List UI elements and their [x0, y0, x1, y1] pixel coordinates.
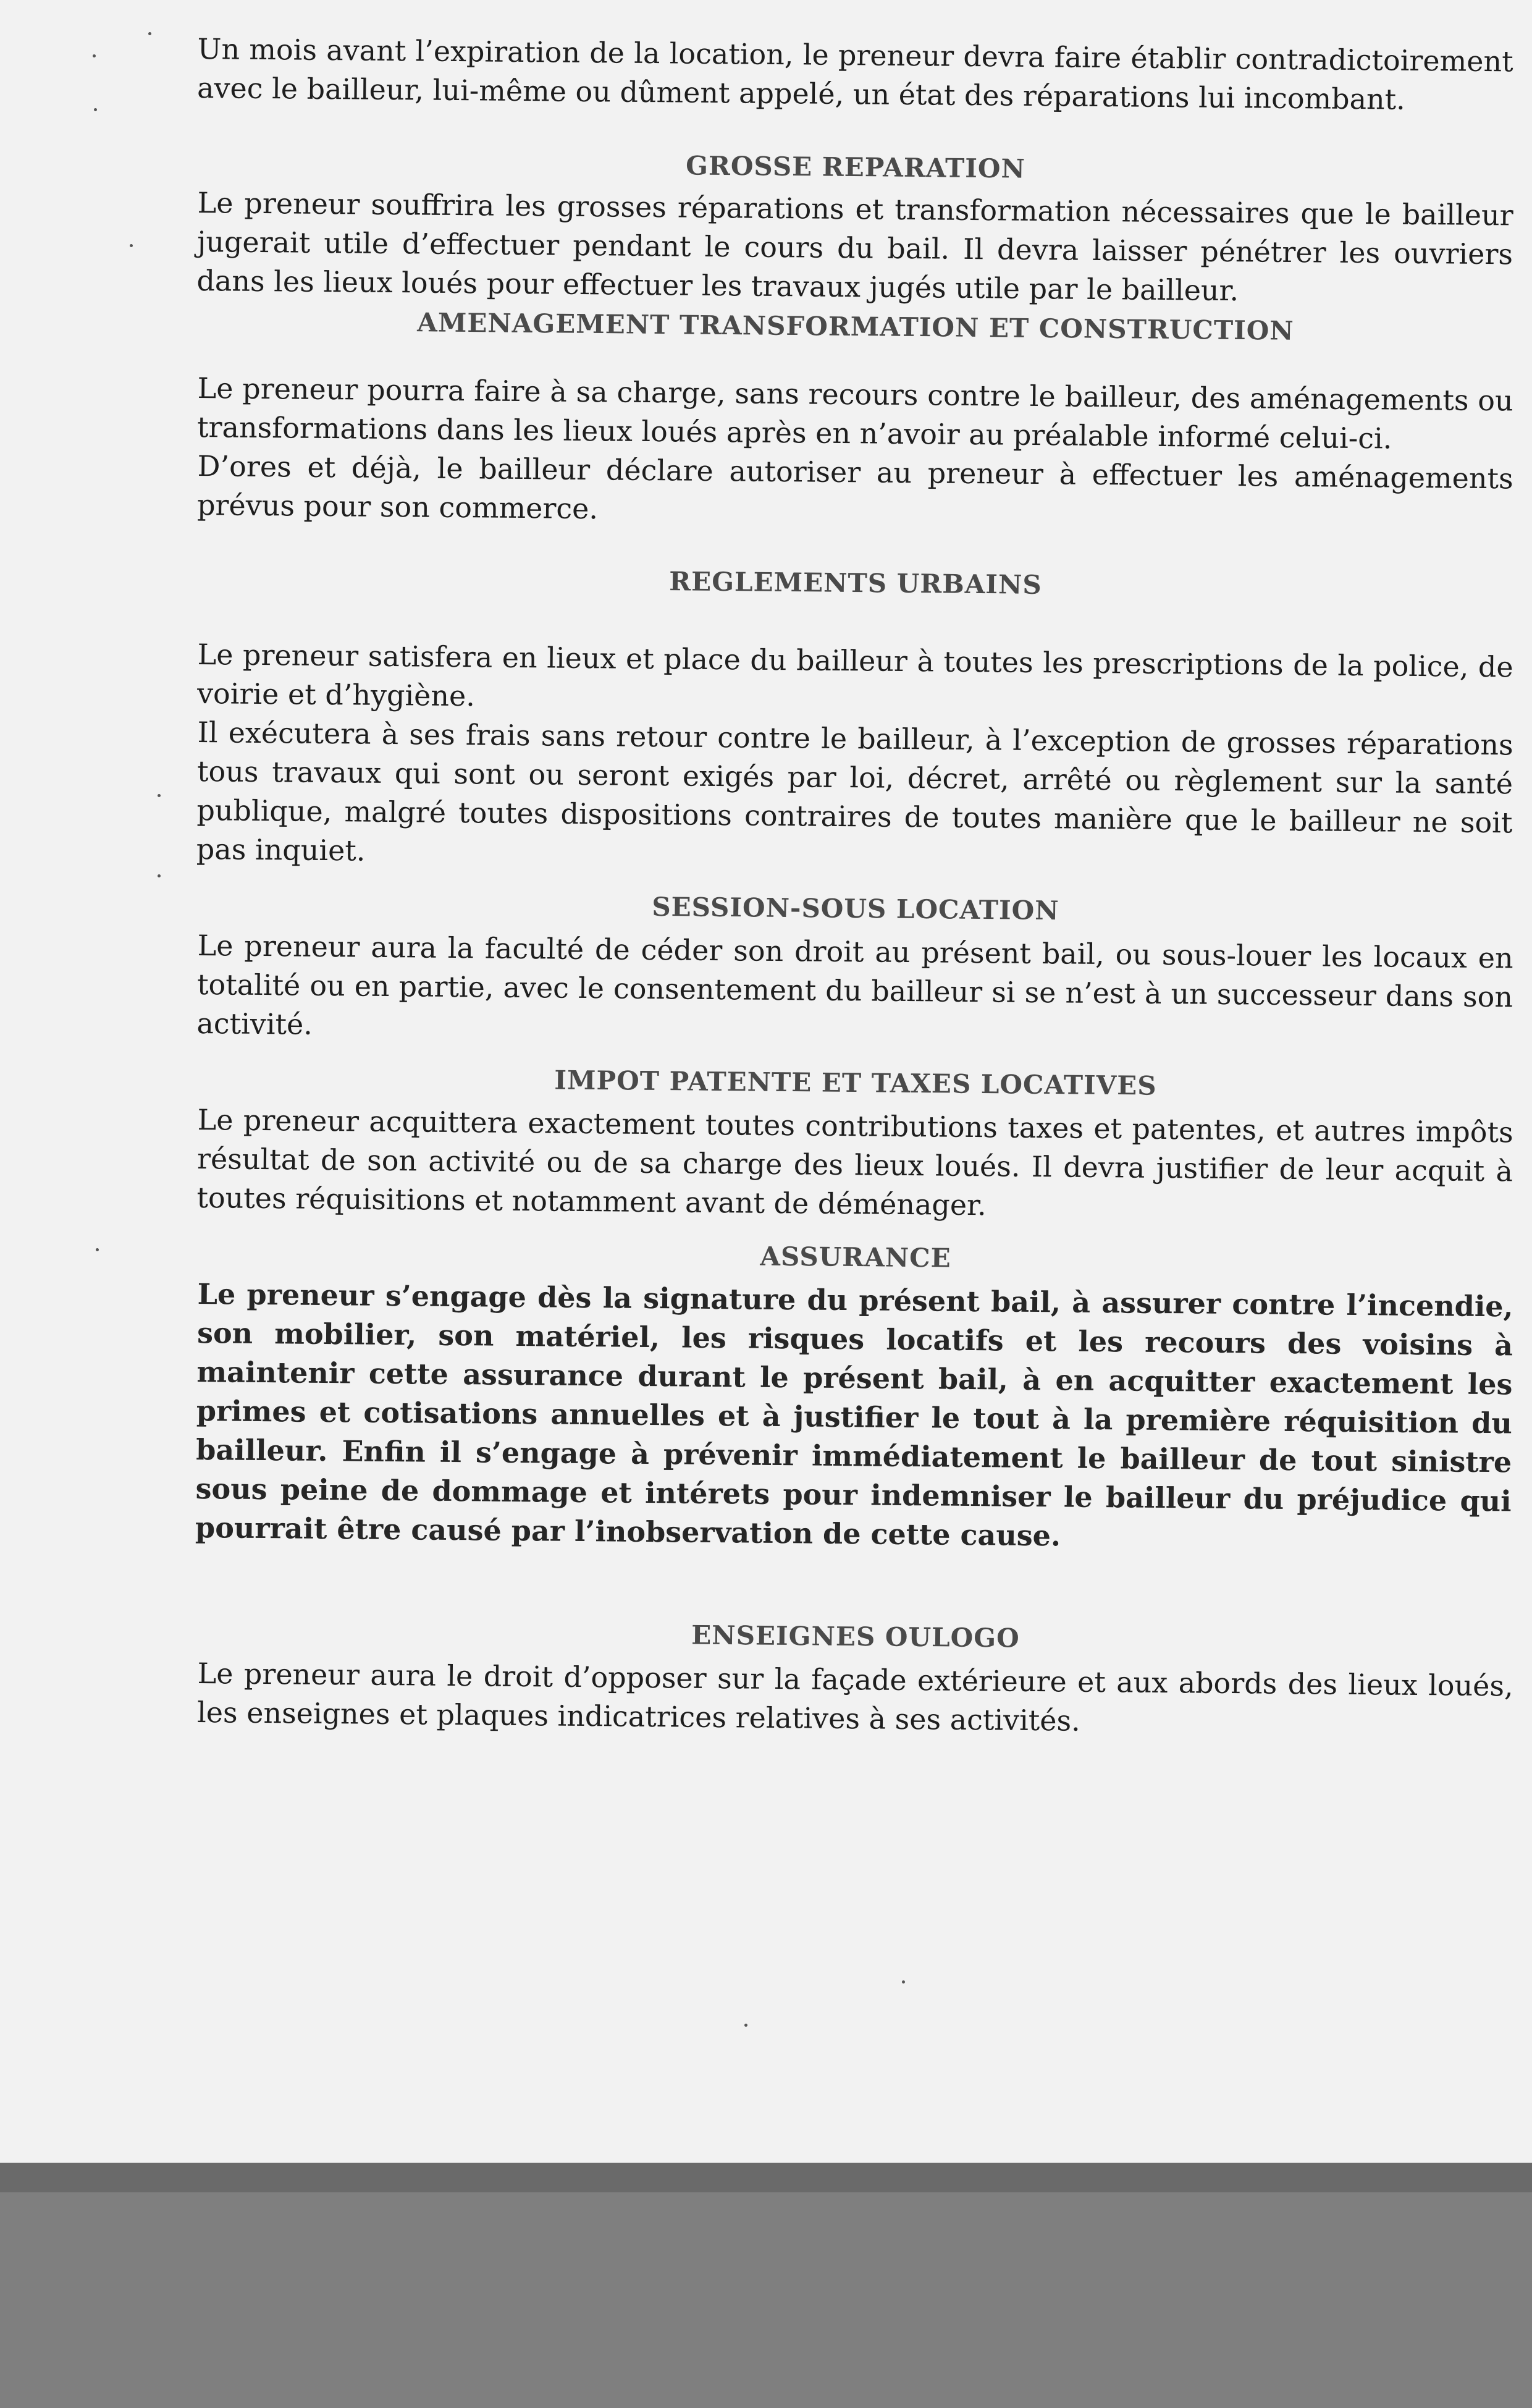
paragraph-assurance: Le preneur s’engage dès la signature du présent bail, à assurer contre l’incendie, son mobilier, son matériel, les risques locatifs et les recours des voisins à maintenir cette assurance durant le présent bail, à en acquitter exactement les primes et cotisations annuelles et à justifier le tout à la première réquisition du bailleur. Enfin il s’engage à prévenir immédiatement le bailleur de tout sinistre sous peine de dommage et intérets pour indemniser le bailleur du préjudice qui pourrait être causé par l’inobservation de cette cause.: [195, 1277, 1513, 1553]
heading-assurance: ASSURANCE: [760, 1241, 951, 1274]
document-body: [195, 30, 1513, 1738]
paragraph-grosse-reparation: Le preneur souffrira les grosses réparations et transformation nécessaires que le bailleur jugerait utile d’effectuer pendant le cours du bail. Il devra laisser pénétrer les ouvriers dans les lieux loués pour effectuer les travaux jugés utile par le bailleur.: [196, 185, 1513, 308]
paragraph-amenagement-2: D’ores et déjà, le bailleur déclare autoriser au preneur à effectuer les aménagements prévus pour son commerce.: [196, 449, 1513, 526]
scan-speck: [158, 794, 161, 797]
paragraph-session-sous-location: Le preneur aura la faculté de céder son droit au présent bail, ou sous-louer les locaux en totalité ou en partie, avec le consentement du bailleur si se n’est à un successeur dans son activité.: [196, 928, 1513, 1041]
paragraph-reglements-2: Il exécutera à ses frais sans retour contre le bailleur, à l’exception de grosses réparations tous travaux qui sont ou seront exigés par loi, décret, arrêté ou règlement sur la santé publique, malgré toutes dispositions contraires de toutes manière que le bailleur ne soit pas inquiet.: [196, 715, 1513, 868]
scan-speck: [744, 2024, 747, 2027]
paragraph-enseignes: Le preneur aura le droit d’opposer sur la façade extérieure et aux abords des lieux loués, les enseignes et plaques indicatrices relatives à ses activités.: [196, 1656, 1513, 1738]
scan-speck: [130, 244, 133, 247]
heading-impot-patente: IMPOT PATENTE ET TAXES LOCATIVES: [554, 1065, 1157, 1101]
intro-paragraph: Un mois avant l’expiration de la location, le preneur devra faire établir contradictoirement avec le bailleur, lui-même ou dûment appelé, un état des réparations lui incombant.: [196, 32, 1513, 116]
paragraph-reglements-1: Le preneur satisfera en lieux et place du bailleur à toutes les prescriptions de la police, de voirie et d’hygiène.: [196, 637, 1513, 713]
scan-speck: [902, 1980, 905, 1983]
scan-speck: [94, 108, 97, 111]
scan-speck: [148, 32, 151, 35]
scan-speck: [93, 54, 96, 57]
paragraph-impot-patente: Le preneur acquittera exactement toutes contributions taxes et patentes, et autres impôts résultat de son activité ou de sa charge des lieux loués. Il devra justifier de leur acquit à toutes réquisitions et notamment avant de déménager.: [196, 1102, 1513, 1222]
heading-reglements-urbains: REGLEMENTS URBAINS: [669, 566, 1042, 600]
heading-session-sous-location: SESSION-SOUS LOCATION: [652, 891, 1059, 926]
scan-speck: [158, 874, 161, 877]
heading-amenagement: AMENAGEMENT TRANSFORMATION ET CONSTRUCTION: [417, 307, 1294, 346]
heading-grosse-reparation: GROSSE REPARATION: [685, 150, 1026, 184]
scan-speck: [96, 1248, 99, 1251]
scanner-bed-edge: [0, 2163, 1532, 2192]
heading-enseignes: ENSEIGNES OULOGO: [691, 1620, 1020, 1654]
paragraph-amenagement-1: Le preneur pourra faire à sa charge, sans recours contre le bailleur, des aménagements ou transformations dans les lieux loués après en n’avoir au préalable informé celui-ci.: [196, 371, 1513, 455]
